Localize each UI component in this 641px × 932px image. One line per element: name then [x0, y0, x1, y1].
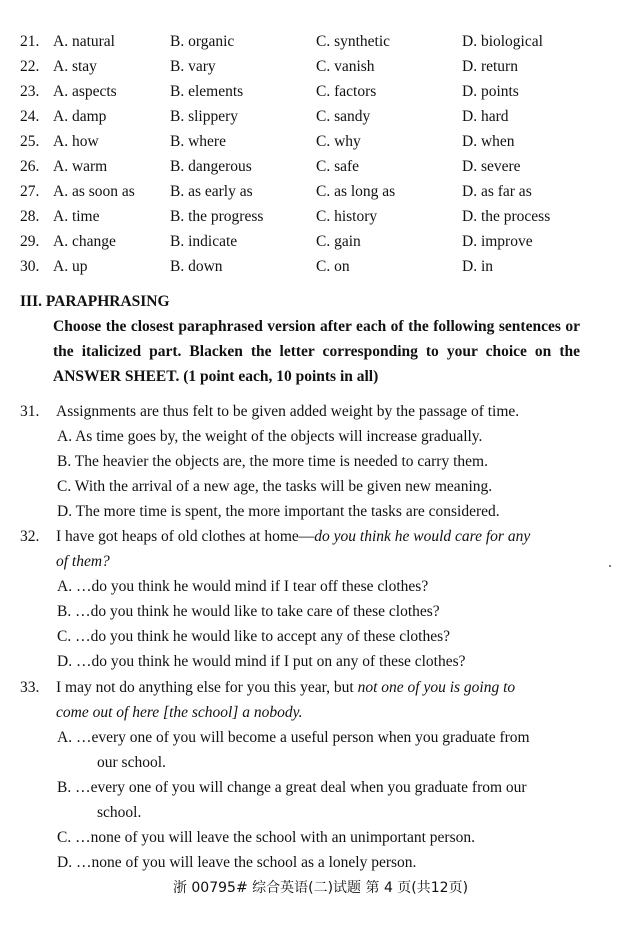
scan-speck — [609, 565, 611, 567]
vocab-row — [20, 229, 620, 254]
option-d: D. when — [462, 133, 515, 150]
option-c: C. history — [316, 208, 378, 225]
stem-italic: do you think he would care for any — [314, 528, 531, 545]
section-instructions: Choose the closest paraphrased version after each of the following sentences or the italicized part. Blacken the letter corresponding to your choice on the ANSWER SHEET. (1 point each, 10 points in all) — [53, 318, 580, 385]
option-a: A. how — [53, 133, 99, 150]
vocab-row — [20, 54, 620, 79]
stem-italic: come out of here [the school] a nobody. — [56, 704, 303, 721]
option-a: A. as soon as — [53, 183, 135, 200]
question-number: 33. — [20, 679, 40, 696]
question-32 — [20, 524, 582, 674]
question-number: 27. — [20, 183, 40, 200]
option-b: B. The heavier the objects are, the more time is needed to carry them. — [57, 453, 488, 470]
stem-text: I have got heaps of old clothes at home— — [56, 528, 315, 545]
option-a: A. natural — [53, 33, 115, 50]
question-number: 23. — [20, 83, 40, 100]
option-d: D. The more time is spent, the more important the tasks are considered. — [57, 503, 500, 520]
option-d: D. …do you think he would mind if I put on any of these clothes? — [57, 653, 466, 670]
question-number: 26. — [20, 158, 40, 175]
option-a: A. change — [53, 233, 116, 250]
page-footer: 浙 00795# 综合英语(二)试题 第 4 页(共12页) — [172, 880, 469, 896]
option-b-continued: school. — [97, 804, 142, 821]
option-d: D. points — [462, 83, 519, 100]
vocab-row — [20, 254, 620, 279]
option-d: D. hard — [462, 108, 509, 125]
question-number: 32. — [20, 528, 40, 545]
question-number: 25. — [20, 133, 40, 150]
option-a: A. …do you think he would mind if I tear off these clothes? — [57, 578, 429, 595]
option-c: C. …do you think he would like to accept any of these clothes? — [57, 628, 451, 645]
question-31 — [20, 399, 582, 524]
option-d: D. severe — [462, 158, 521, 175]
option-d: D. biological — [462, 33, 543, 50]
vocabulary-options — [20, 29, 620, 279]
option-b: B. …every one of you will change a great deal when you graduate from our — [57, 779, 527, 796]
option-d: D. as far as — [462, 183, 532, 200]
option-d: D. return — [462, 58, 518, 75]
option-b: B. indicate — [170, 233, 238, 250]
stem-text: I may not do anything else for you this year, but — [56, 679, 358, 696]
option-b: B. dangerous — [170, 158, 252, 175]
option-a: A. time — [53, 208, 100, 225]
option-b: B. slippery — [170, 108, 239, 125]
question-number: 22. — [20, 58, 40, 75]
vocab-row — [20, 179, 620, 204]
vocab-row — [20, 104, 620, 129]
option-d: D. the process — [462, 208, 551, 225]
option-a: A. up — [53, 258, 88, 275]
option-b: B. down — [170, 258, 223, 275]
option-c: C. synthetic — [316, 33, 391, 50]
option-a: A. stay — [53, 58, 97, 75]
option-b: B. the progress — [170, 208, 264, 225]
option-d: D. in — [462, 258, 493, 275]
question-stem-continued — [56, 549, 110, 574]
option-a-continued: our school. — [97, 754, 166, 771]
option-c: C. as long as — [316, 183, 396, 200]
question-33 — [20, 675, 582, 875]
question-stem — [56, 675, 515, 700]
option-b: B. as early as — [170, 183, 253, 200]
vocab-row — [20, 29, 620, 54]
question-stem-continued — [56, 700, 303, 725]
option-c: C. With the arrival of a new age, the tasks will be given new meaning. — [57, 478, 493, 495]
option-a: A. As time goes by, the weight of the objects will increase gradually. — [57, 428, 483, 445]
vocab-row — [20, 129, 620, 154]
question-stem: Assignments are thus felt to be given added weight by the passage of time. — [56, 403, 520, 420]
option-c: C. factors — [316, 83, 377, 100]
question-number: 21. — [20, 33, 40, 50]
option-b: B. elements — [170, 83, 244, 100]
option-b: B. …do you think he would like to take care of these clothes? — [57, 603, 440, 620]
stem-italic: not one of you is going to — [357, 679, 516, 696]
section-title: III. PARAPHRASING — [20, 293, 170, 310]
option-a: A. aspects — [53, 83, 117, 100]
option-a: A. …every one of you will become a useful person when you graduate from — [57, 729, 530, 746]
option-b: B. organic — [170, 33, 235, 50]
question-number: 31. — [20, 403, 40, 420]
option-c: C. on — [316, 258, 350, 275]
vocab-row — [20, 154, 620, 179]
question-number: 28. — [20, 208, 40, 225]
vocab-row — [20, 79, 620, 104]
option-a: A. warm — [53, 158, 108, 175]
question-number: 24. — [20, 108, 40, 125]
question-stem — [56, 524, 530, 549]
option-b: B. where — [170, 133, 226, 150]
option-d: D. …none of you will leave the school as a lonely person. — [57, 854, 417, 871]
option-c: C. vanish — [316, 58, 375, 75]
option-c: C. sandy — [316, 108, 371, 125]
option-c: C. gain — [316, 233, 361, 250]
question-number: 30. — [20, 258, 40, 275]
option-a: A. damp — [53, 108, 107, 125]
option-c: C. …none of you will leave the school with an unimportant person. — [57, 829, 475, 846]
option-c: C. why — [316, 133, 361, 150]
stem-italic: of them? — [56, 553, 110, 570]
option-b: B. vary — [170, 58, 216, 75]
question-number: 29. — [20, 233, 40, 250]
vocab-row — [20, 204, 620, 229]
option-c: C. safe — [316, 158, 360, 175]
option-d: D. improve — [462, 233, 533, 250]
